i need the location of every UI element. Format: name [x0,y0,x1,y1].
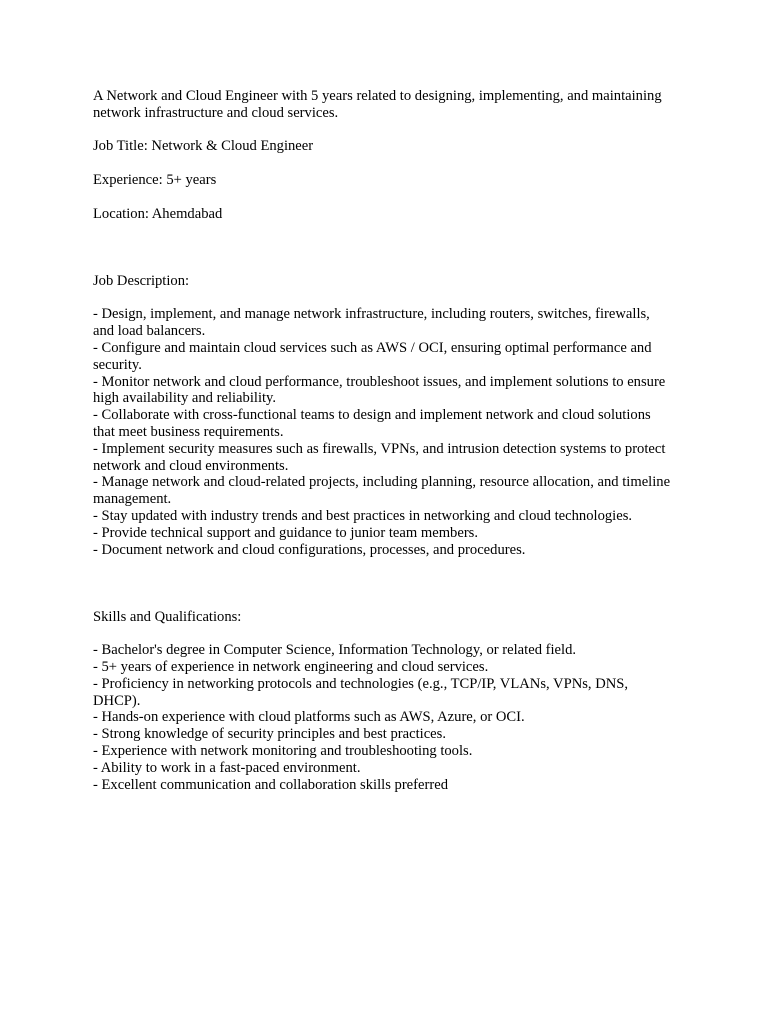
list-item: - Document network and cloud configurations, processes, and procedures. [93,541,526,558]
list-item: - Stay updated with industry trends and best practices in networking and cloud technologies. [93,507,633,524]
job-description-heading: Job Description: [93,272,190,289]
skills-heading: Skills and Qualifications: [93,608,242,625]
list-item: - Design, implement, and manage network infrastructure, including routers, switches, firewalls, and load balancers. [93,306,650,340]
list-item: - Proficiency in networking protocols and technologies (e.g., TCP/IP, VLANs, VPNs, DNS, DHCP). [93,675,629,709]
list-item: - Ability to work in a fast-paced environment. [93,759,361,776]
spacer [93,189,673,206]
location-line: Location: Ahemdabad [93,205,223,222]
intro-paragraph: A Network and Cloud Engineer with 5 years related to designing, implementing, and maintaining network infrastructure and cloud services. [93,88,662,121]
spacer [93,222,673,272]
list-item: - Excellent communication and collaboration skills preferred [93,776,448,793]
job-title-line: Job Title: Network & Cloud Engineer [93,138,314,155]
spacer [93,122,673,139]
list-item: - Strong knowledge of security principles and best practices. [93,726,446,743]
list-item: - Configure and maintain cloud services such as AWS / OCI, ensuring optimal performance and security. [93,339,652,373]
list-item: - Experience with network monitoring and troubleshooting tools. [93,743,473,760]
skills-list [93,642,673,793]
spacer [93,155,673,172]
list-item: - Bachelor's degree in Computer Science, Information Technology, or related field. [93,642,577,659]
spacer [93,290,673,307]
list-item: - Provide technical support and guidance to junior team members. [93,524,479,541]
list-item: - Monitor network and cloud performance, troubleshoot issues, and implement solutions to ensure high availability and reliability. [93,373,666,407]
document-page [93,88,673,793]
experience-line: Experience: 5+ years [93,171,217,188]
spacer [93,626,673,643]
spacer [93,558,673,608]
list-item: - Collaborate with cross-functional teams to design and implement network and cloud solutions that meet business requirements. [93,407,651,440]
list-item: - 5+ years of experience in network engineering and cloud services. [93,659,489,676]
job-description-list [93,306,673,558]
list-item: - Hands-on experience with cloud platforms such as AWS, Azure, or OCI. [93,709,525,726]
list-item: - Implement security measures such as firewalls, VPNs, and intrusion detection systems to protect network and cloud environments. [93,440,666,474]
list-item: - Manage network and cloud-related projects, including planning, resource allocation, and timeline management. [93,474,671,508]
